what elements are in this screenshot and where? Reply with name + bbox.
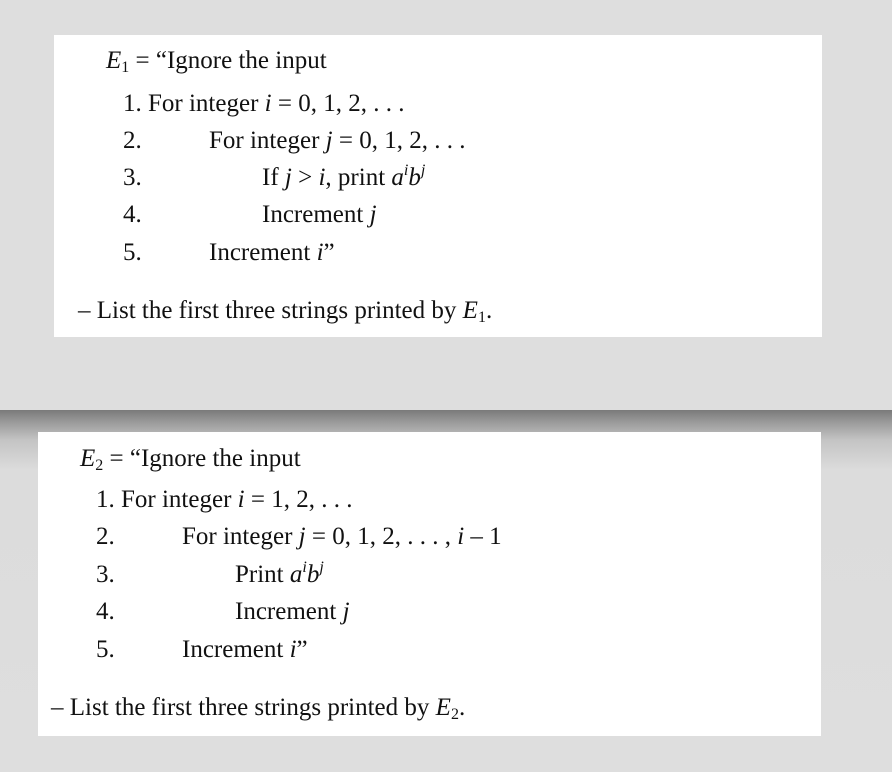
variable-i: i — [457, 523, 465, 550]
e1-step-4 — [123, 200, 142, 230]
definition-text: = “Ignore the input — [109, 445, 301, 472]
step-number: 3. — [96, 561, 115, 588]
loop-variable: i — [264, 90, 272, 117]
loop-variable: j — [369, 201, 377, 228]
e1-step-5 — [123, 238, 142, 268]
step-number: 2. — [96, 523, 115, 550]
e1-step-3 — [123, 163, 142, 193]
e1-step-2-body — [209, 126, 465, 156]
step-number: 5. — [96, 636, 115, 663]
term-a-exponent: i — [403, 162, 409, 179]
e2-step-5-body — [182, 635, 308, 665]
step-text: For integer — [182, 523, 299, 550]
definition-text: = “Ignore the input — [135, 47, 327, 74]
e2-step-2-body — [182, 522, 502, 552]
task-text: – List the first three strings printed by — [78, 297, 463, 324]
enumerator-e2-panel — [38, 432, 821, 736]
e1-step-4-body — [262, 200, 377, 230]
term-b: b — [408, 164, 421, 191]
machine-name: E — [435, 694, 451, 721]
step-number: 5. — [123, 239, 142, 266]
step-text-end: = 0, 1, 2, . . . — [271, 90, 405, 117]
term-a: a — [391, 164, 404, 191]
machine-name: E — [80, 445, 96, 472]
e2-step-4 — [96, 597, 115, 627]
machine-subscript: 2 — [95, 457, 104, 474]
step-number: 1. — [123, 90, 142, 117]
step-number: 2. — [123, 127, 142, 154]
e2-step-5 — [96, 635, 115, 665]
e2-definition-line — [80, 444, 301, 474]
loop-variable: j — [342, 598, 350, 625]
term-b: b — [306, 561, 320, 588]
variable-j: j — [284, 164, 292, 191]
task-text: – List the first three strings printed by — [51, 694, 436, 721]
step-number: 3. — [123, 164, 142, 191]
e1-task — [78, 296, 492, 326]
enumerator-e1-panel — [54, 35, 822, 337]
e2-step-3 — [96, 560, 115, 590]
step-number: 4. — [96, 598, 115, 625]
e2-task — [51, 693, 465, 723]
loop-variable: j — [298, 523, 306, 550]
term-a-exponent: i — [302, 559, 307, 576]
step-text-mid: = 0, 1, 2, . . . , — [305, 523, 458, 550]
closing-quote: ” — [296, 636, 308, 663]
task-period: . — [485, 297, 493, 324]
term-a: a — [289, 561, 303, 588]
step-text: For integer — [121, 486, 238, 513]
term-b-exponent: j — [319, 559, 324, 576]
loop-variable: i — [237, 486, 245, 513]
e1-step-1 — [123, 89, 404, 119]
step-text: Increment — [235, 598, 343, 625]
step-number: 1. — [96, 486, 115, 513]
step-text: For integer — [209, 127, 326, 154]
step-text-end: , print — [325, 164, 392, 191]
step-text: Print — [235, 561, 290, 588]
task-period: . — [458, 694, 466, 721]
step-text: Increment — [262, 201, 370, 228]
e1-step-3-body — [262, 163, 425, 193]
loop-variable: i — [289, 636, 297, 663]
e1-definition-line — [106, 46, 327, 76]
step-text-end: – 1 — [464, 523, 502, 550]
step-text: For integer — [148, 90, 265, 117]
e1-step-2 — [123, 126, 142, 156]
loop-variable: i — [316, 239, 324, 266]
machine-subscript: 1 — [121, 59, 130, 76]
step-text: Increment — [209, 239, 317, 266]
step-text: Increment — [182, 636, 290, 663]
closing-quote: ” — [323, 239, 335, 266]
e2-step-3-body — [235, 560, 324, 590]
loop-variable: j — [325, 127, 333, 154]
e1-step-5-body — [209, 238, 335, 268]
e2-step-4-body — [235, 597, 350, 627]
variable-i: i — [318, 164, 326, 191]
e2-step-1 — [96, 485, 352, 515]
step-number: 4. — [123, 201, 142, 228]
machine-name: E — [462, 297, 478, 324]
e2-step-2 — [96, 522, 115, 552]
step-text-end: = 0, 1, 2, . . . — [332, 127, 466, 154]
machine-name: E — [106, 47, 122, 74]
step-text-end: = 1, 2, . . . — [244, 486, 353, 513]
comparison-operator: > — [291, 164, 319, 191]
term-b-exponent: j — [420, 162, 426, 179]
machine-subscript: 1 — [477, 309, 486, 326]
step-text: If — [262, 164, 285, 191]
machine-subscript: 2 — [450, 706, 459, 723]
